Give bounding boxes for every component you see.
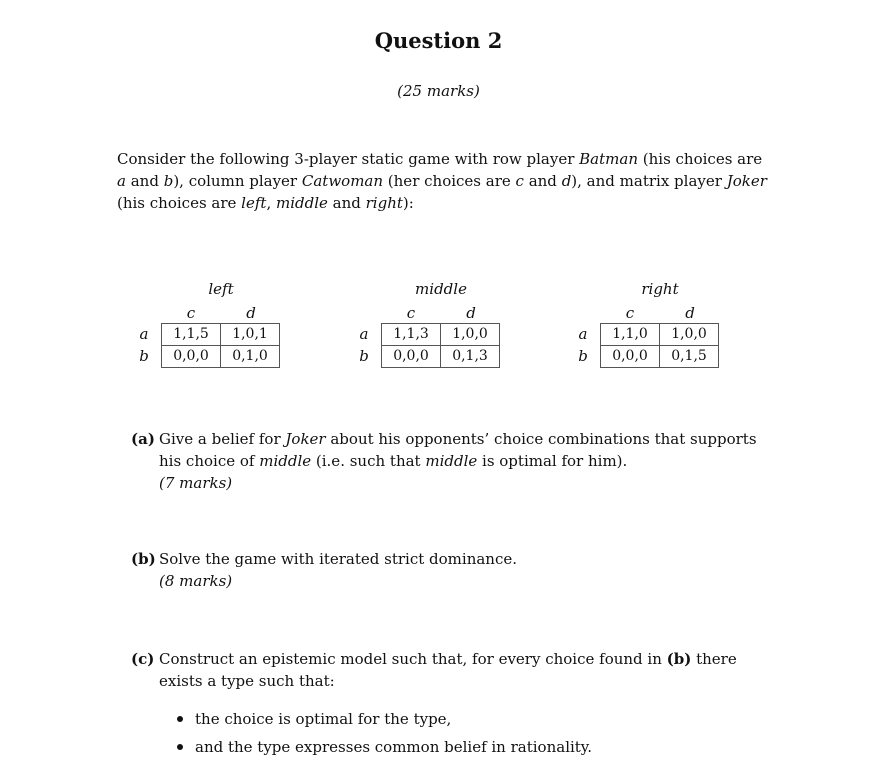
bullet-icon [177, 744, 183, 750]
matrix-name: middle [415, 280, 467, 298]
row-header: b [139, 347, 149, 365]
col-header: c [625, 304, 635, 322]
row-header: b [578, 347, 588, 365]
row-header: b [359, 347, 369, 365]
matrix-name: left [208, 280, 234, 298]
part-marks: (8 marks) [159, 572, 233, 590]
col-header: d [466, 304, 476, 322]
col-header: c [406, 304, 416, 322]
payoff-cell: 0,0,0 [601, 346, 660, 368]
part-marks: (7 marks) [159, 474, 233, 492]
list-item: and the type expresses common belief in rationality. [173, 733, 592, 761]
row-header: a [359, 325, 369, 343]
part-a-text: Give a belief for Joker about his opponents’ choice combinations that supports his choice of middle (i.e. such that middle is optimal for him). [159, 430, 757, 470]
bullet-icon [177, 716, 183, 722]
row-header: a [578, 325, 588, 343]
payoff-cell: 1,0,0 [660, 324, 719, 346]
row-header: a [139, 325, 149, 343]
matrix-middle [355, 280, 555, 375]
col-header: c [186, 304, 196, 322]
payoff-cell: 1,0,1 [221, 324, 280, 346]
payoff-cell: 1,0,0 [441, 324, 500, 346]
payoff-cell: 1,1,5 [162, 324, 221, 346]
matrix-right [574, 280, 774, 375]
payoff-table [381, 323, 500, 368]
question-title: Question 2 [374, 28, 503, 53]
part-a [131, 428, 771, 494]
payoff-cell: 0,1,3 [441, 346, 500, 368]
part-label: (b) [131, 550, 156, 568]
intro-paragraph: Consider the following 3-player static game with row player Batman (his choices are a and b), column player Catwoman (her choices are c and d), and matrix player Joker (his choices are left, middle and right): [117, 150, 767, 212]
part-b [131, 548, 771, 592]
col-header: d [246, 304, 256, 322]
col-header: d [685, 304, 695, 322]
payoff-cell: 1,1,3 [382, 324, 441, 346]
payoff-cell: 0,1,0 [221, 346, 280, 368]
part-c-text: Construct an epistemic model such that, for every choice found in (b) there exists a type such that: [159, 650, 737, 690]
payoff-table [161, 323, 280, 368]
payoff-cell: 0,0,0 [382, 346, 441, 368]
payoff-cell: 1,1,0 [601, 324, 660, 346]
part-b-text: Solve the game with iterated strict dominance. [159, 550, 518, 568]
payoff-cell: 0,0,0 [162, 346, 221, 368]
part-label: (c) [131, 650, 155, 668]
matrix-left [135, 280, 335, 375]
part-label: (a) [131, 430, 155, 448]
payoff-cell: 0,1,5 [660, 346, 719, 368]
total-marks: (25 marks) [397, 82, 480, 100]
list-item: the choice is optimal for the type, [173, 705, 592, 733]
bullet-list [173, 705, 592, 761]
part-c [131, 648, 771, 692]
matrix-name: right [641, 280, 679, 298]
payoff-table [600, 323, 719, 368]
